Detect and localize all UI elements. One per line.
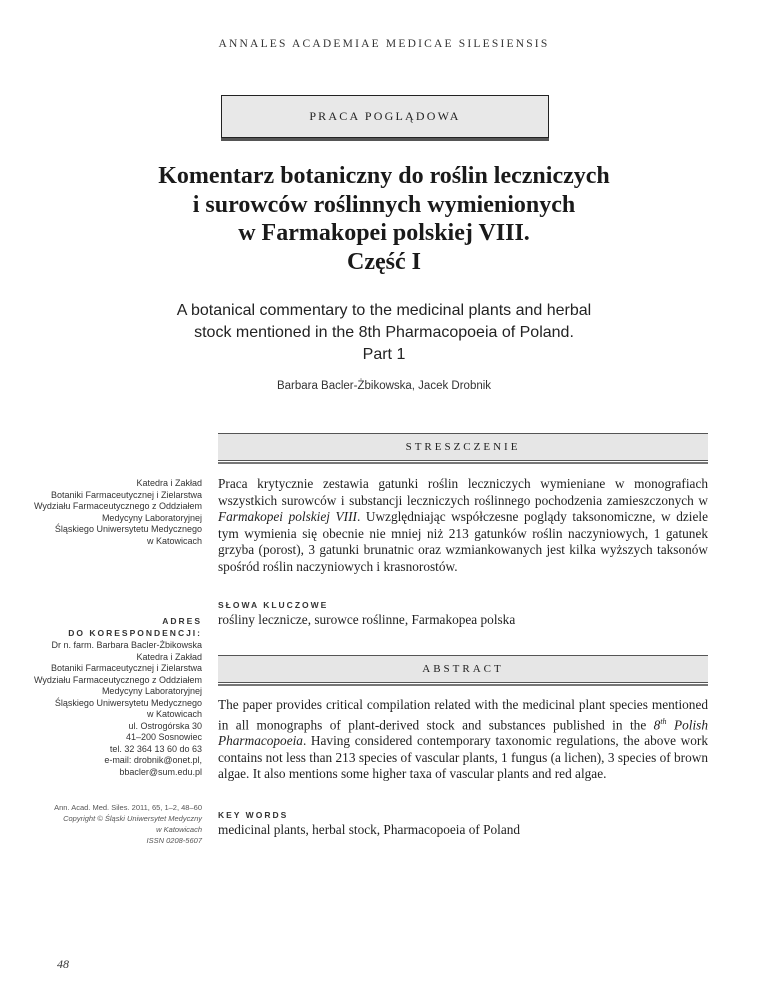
address-line: ul. Ostrogórska 30 xyxy=(128,720,202,731)
title-polish-line: Część I xyxy=(347,248,421,275)
streszczenie-heading: STRESZCZENIE xyxy=(405,441,521,453)
address-line: Medycyny Laboratoryjnej xyxy=(101,686,202,696)
title-english-line: stock mentioned in the 8th Pharmacopoeia of Poland. xyxy=(194,324,574,341)
journal-header: ANNALES ACADEMIAE MEDICAE SILESIENSIS xyxy=(218,38,550,50)
title-polish-line: i surowców roślinnych wymienionych xyxy=(192,191,576,218)
streszczenie-text xyxy=(218,476,708,575)
streszczenie-text-italic: Farmakopei polskiej VIII xyxy=(218,509,357,524)
key-words-text: medicinal plants, herbal stock, Pharmacopoeia of Poland xyxy=(218,822,521,837)
affiliation xyxy=(20,478,202,547)
title-english xyxy=(140,300,628,366)
address-heading-line: DO KORESPONDENCJI: xyxy=(68,628,202,638)
affiliation-line: Medycyny Laboratoryjnej xyxy=(101,512,202,523)
address-line: Botaniki Farmaceutycznej i Zielarstwa xyxy=(50,663,202,673)
title-english-line: Part 1 xyxy=(362,346,406,363)
citation: Ann. Acad. Med. Siles. 2011, 65, 1–2, 48–60 xyxy=(54,803,202,812)
address-heading-line: ADRES xyxy=(162,616,202,626)
article-type-box xyxy=(221,95,549,138)
affiliation-line: Wydziału Farmaceutycznego z Oddziałem xyxy=(34,501,202,511)
address-line: Dr n. farm. Barbara Bacler-Żbikowska xyxy=(51,640,202,650)
address-line: w Katowicach xyxy=(146,709,202,719)
title-polish xyxy=(140,162,628,276)
address-line: 41–200 Sosnowiec xyxy=(125,732,202,742)
abstract-text-part: The paper provides critical compilation related with the medicinal plant species mentioned in all monographs of plant-derived stock and substances published in the xyxy=(218,697,708,732)
citation-block xyxy=(20,802,202,846)
address-line: e-mail: drobnik@onet.pl, xyxy=(104,755,202,765)
authors: Barbara Bacler-Żbikowska, Jacek Drobnik xyxy=(276,380,492,392)
abstract-heading: ABSTRACT xyxy=(422,663,504,675)
slowa-kluczowe-label: SŁOWA KLUCZOWE xyxy=(218,600,329,610)
streszczenie-text-part: . Uwzględniając współczesne poglądy taksonomiczne, w dziele tym wymienia się obecnie nie mniej niż 213 gatunków roślin naczyniowych, 1 gatunek grzyba (porost), 3 gatunki brunatnic oraz wzmiankowanych jest kilka wyższych taksonów spośród roślin naczyniowych i krasnorostów. xyxy=(218,509,708,574)
address-line: Katedra i Zakład xyxy=(136,651,202,662)
article-type-label: PRACA POGLĄDOWA xyxy=(309,109,461,123)
copyright-line: Copyright © Śląski Uniwersytet Medyczny xyxy=(63,814,202,823)
address-line: Śląskiego Uniwersytetu Medycznego xyxy=(54,697,202,708)
correspondence-address xyxy=(20,640,202,778)
abstract-text-italic: 8 xyxy=(653,716,661,732)
address-line: Wydziału Farmaceutycznego z Oddziałem xyxy=(34,674,202,685)
affiliation-line: Katedra i Zakład xyxy=(136,478,202,488)
slowa-kluczowe-text: rośliny lecznicze, surowce roślinne, Farmakopea polska xyxy=(218,612,516,627)
affiliation-line: w Katowicach xyxy=(146,535,202,546)
issn: ISSN 0208-5607 xyxy=(146,836,202,845)
abstract-text-italic: Polish Pharmacopoeia xyxy=(218,716,708,749)
abstract-text-sup: th xyxy=(660,716,667,726)
address-line: bbacler@sum.edu.pl xyxy=(119,766,202,777)
address-heading xyxy=(20,615,202,639)
title-english-line: A botanical commentary to the medicinal plants and herbal xyxy=(176,302,592,319)
title-polish-line: w Farmakopei polskiej VIII. xyxy=(238,220,530,246)
copyright-line: w Katowicach xyxy=(156,825,202,834)
title-polish-line: Komentarz botaniczny do roślin leczniczych xyxy=(158,163,610,189)
page-number: 48 xyxy=(57,957,69,971)
abstract-text xyxy=(218,697,708,783)
affiliation-line: Śląskiego Uniwersytetu Medycznego xyxy=(54,524,202,534)
abstract-section-bar xyxy=(218,655,708,683)
streszczenie-section-bar xyxy=(218,433,708,461)
streszczenie-text-part: Praca krytycznie zestawia gatunki roślin leczniczych wymieniane w monografiach wszystkich surowców i substancji leczniczych roślinnego pochodzenia zamieszczonych w xyxy=(218,476,708,508)
address-line: tel. 32 364 13 60 do 63 xyxy=(109,743,202,754)
abstract-text-part: . Having considered contemporary taxonomic regulations, the above work contains not less than 213 species of vascular plants, 1 fungus (a lichen), 3 species of brown algae. It also mentions some higher taxa of vascular plants and red algae. xyxy=(218,733,708,782)
affiliation-line: Botaniki Farmaceutycznej i Zielarstwa xyxy=(50,489,202,500)
key-words-label: KEY WORDS xyxy=(218,810,289,820)
